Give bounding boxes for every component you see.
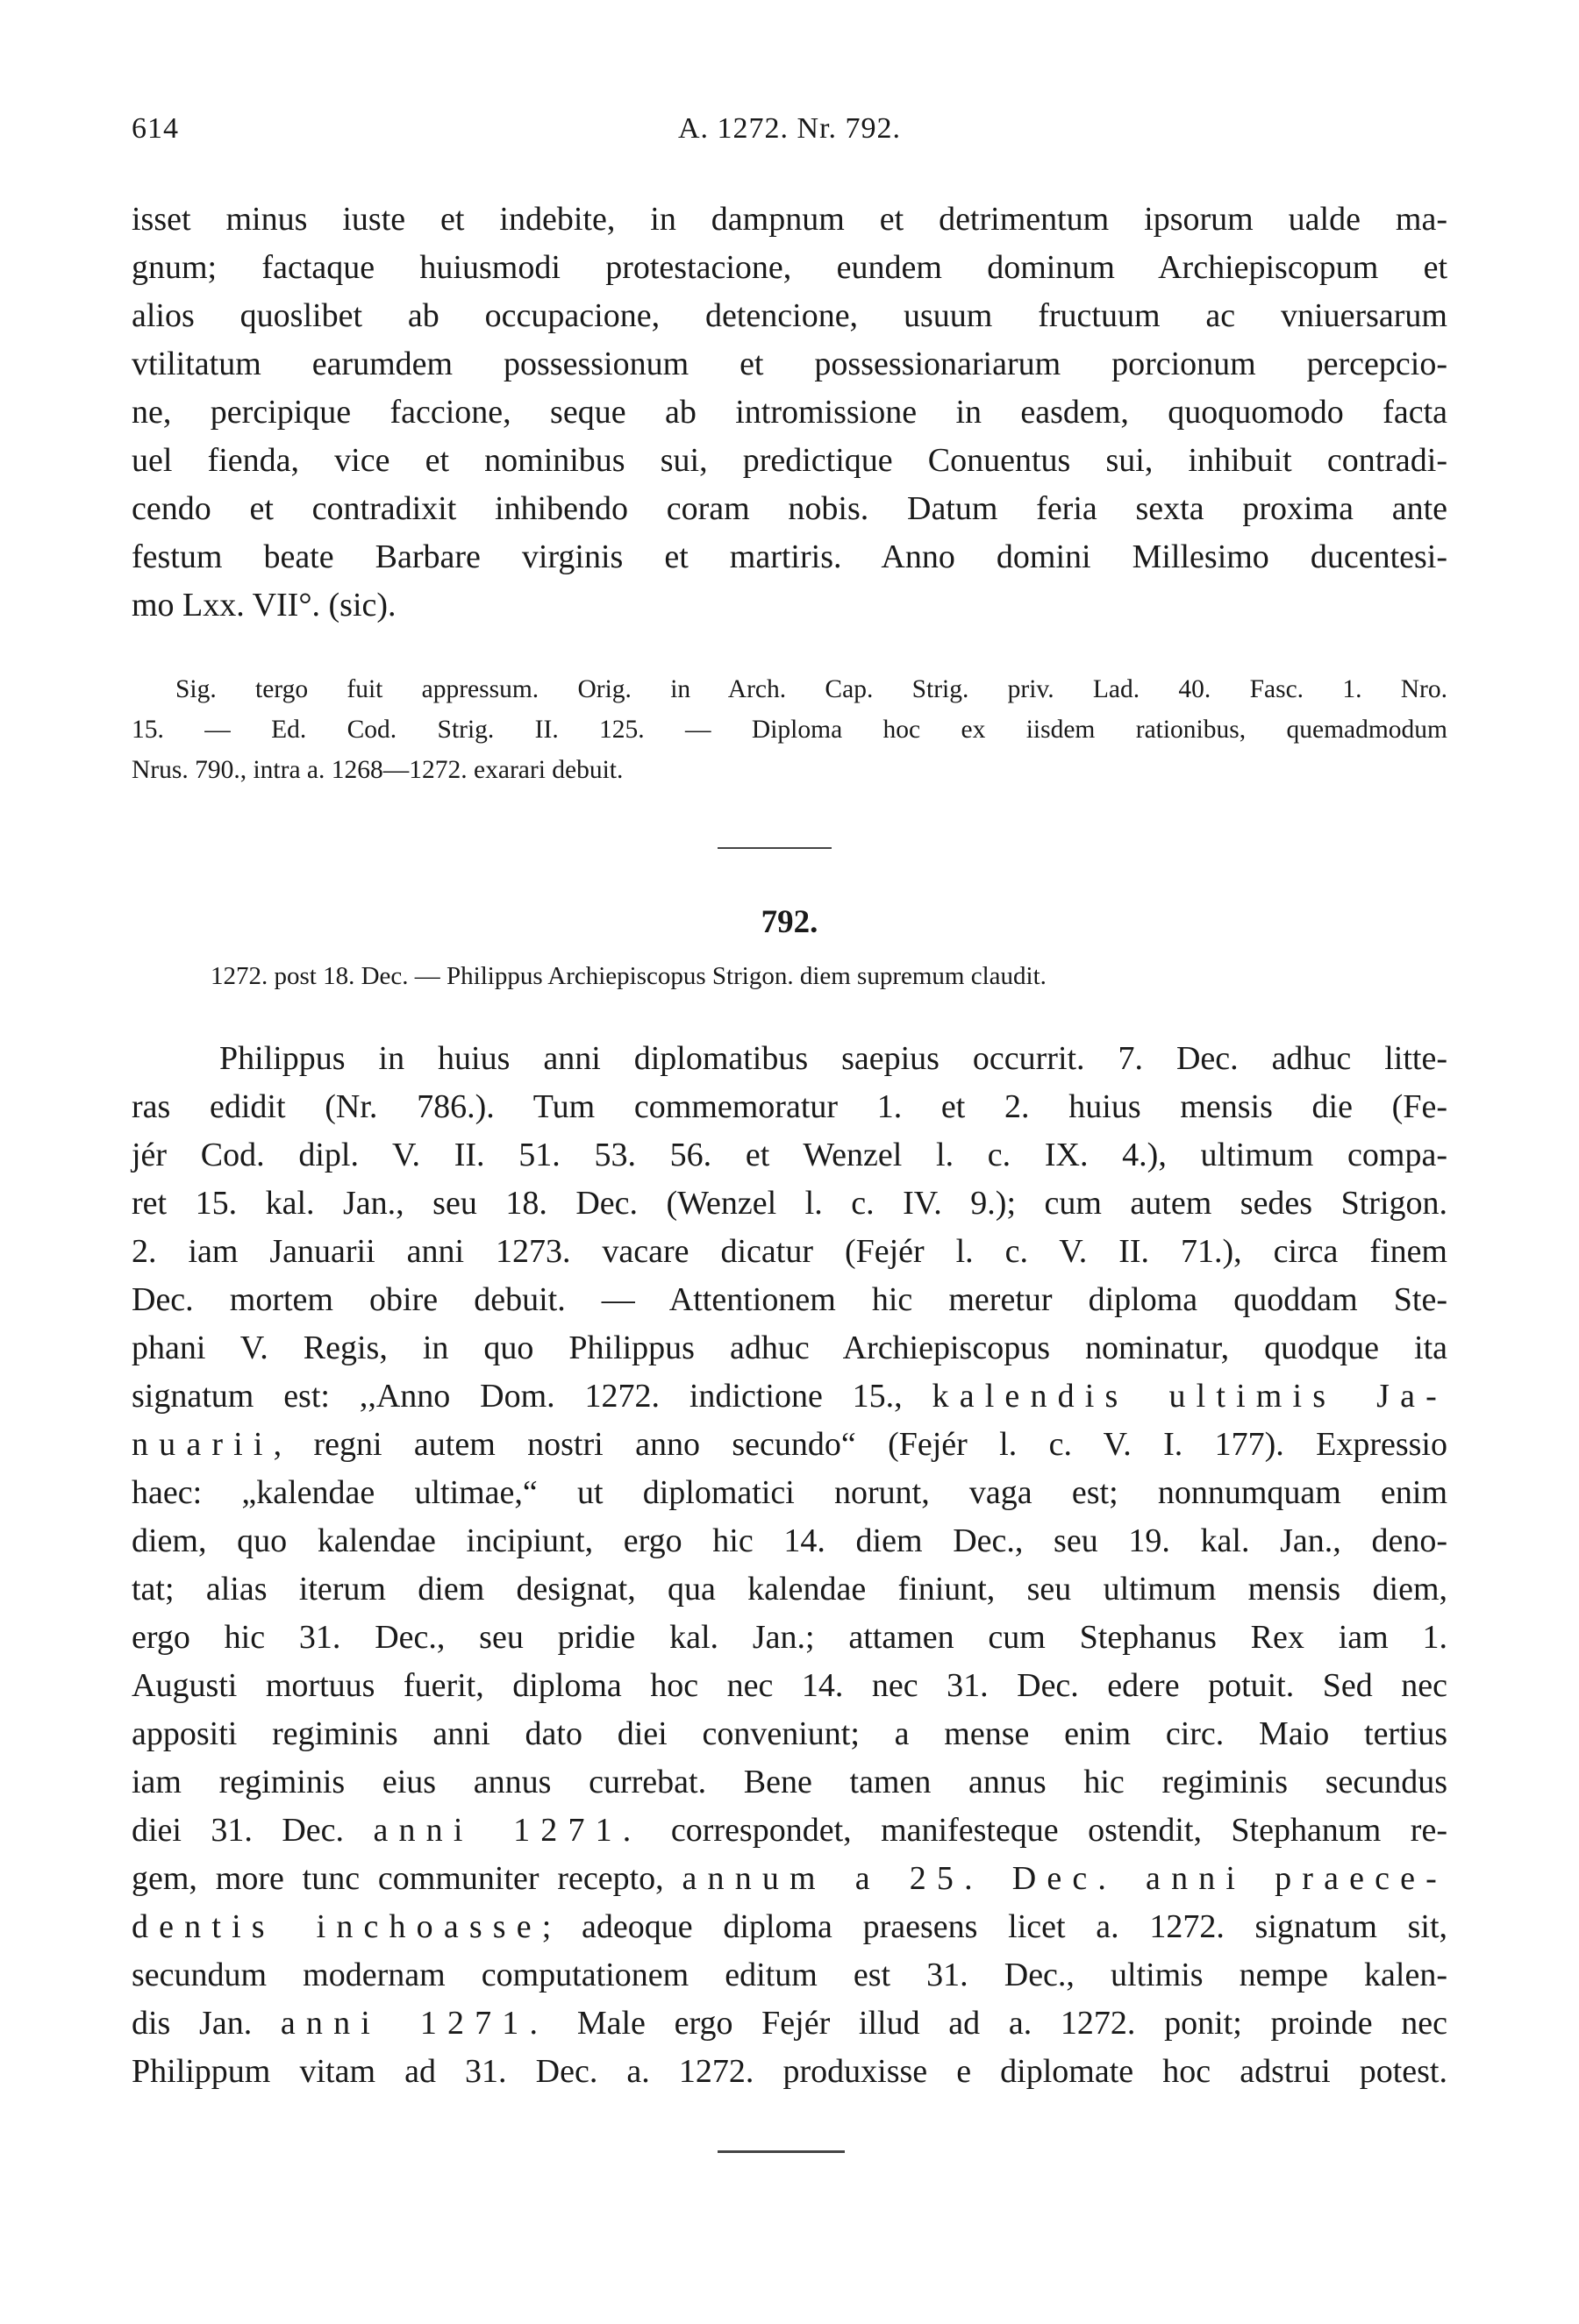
entry-summary: 1272. post 18. Dec. — Philippus Archiepiscopus Strigon. diem supremum claudit. (211, 962, 1047, 990)
text-line: diem, quo kalendae incipiunt, ergo hic 14. diem Dec., seu 19. kal. Jan., deno- (132, 1522, 1447, 1559)
text-segment: signatum est: ,,Anno Dom. 1272. indictione 15., (132, 1378, 932, 1415)
end-rule (718, 2150, 845, 2153)
note-line: Nrus. 790., intra a. 1268—1272. exarari debuit. (132, 756, 624, 784)
page-header (132, 112, 1447, 147)
text-line: secundum modernam computationem editum est 31. Dec., ultimis nempe kalen- (132, 1957, 1447, 1993)
text-line: vtilitatum earumdem possessionum et possessionariarum porcionum percepcio- (132, 346, 1447, 382)
text-line: tat; alias iterum diem designat, qua kalendae finiunt, seu ultimum mensis diem, (132, 1571, 1447, 1608)
text-line: cendo et contradixit inhibendo coram nobis. Datum feria sexta proxima ante (132, 490, 1447, 527)
spaced-text: kalendis ultimis Ja- (932, 1378, 1447, 1415)
text-line: ergo hic 31. Dec., seu pridie kal. Jan.; attamen cum Stephanus Rex iam 1. (132, 1619, 1447, 1656)
text-line: jér Cod. dipl. V. II. 51. 53. 56. et Wenzel l. c. IX. 4.), ultimum compa- (132, 1137, 1447, 1173)
text-segment: diei 31. Dec. (132, 1812, 374, 1849)
spaced-text: nuarii (132, 1426, 274, 1463)
note-line: Sig. tergo fuit appressum. Orig. in Arch. Cap. Strig. priv. Lad. 40. Fasc. 1. Nro. (175, 675, 1447, 703)
text-line: ret 15. kal. Jan., seu 18. Dec. (Wenzel l. c. IV. 9.); cum autem sedes Strigon. (132, 1185, 1447, 1222)
text-line: iam regiminis eius annus currebat. Bene tamen annus hic regiminis secundus (132, 1764, 1447, 1800)
section-divider (718, 847, 832, 849)
spaced-text: anni 1271. (373, 1812, 642, 1849)
page-number: 614 (132, 112, 179, 145)
text-line: alios quoslibet ab occupacione, detencione, usuum fructuum ac vniuersarum (132, 297, 1447, 334)
text-line: festum beate Barbare virginis et martiris. Anno domini Millesimo ducentesi- (132, 538, 1447, 575)
text-line: Dec. mortem obire debuit. — Attentionem hic meretur diploma quoddam Ste- (132, 1281, 1447, 1318)
entry-number: 792. (761, 904, 818, 940)
note-line: 15. — Ed. Cod. Strig. II. 125. — Diploma hoc ex iisdem rationibus, quemadmodum (132, 716, 1447, 744)
text-line: ne, percipique faccione, seque ab intromissione in easdem, quoquomodo facta (132, 394, 1447, 431)
text-line: appositi regiminis anni dato diei conveniunt; a mense enim circ. Maio tertius (132, 1715, 1447, 1752)
text-segment: correspondet, manifesteque ostendit, Stephanum re- (641, 1812, 1447, 1849)
text-segment: , regni autem nostri anno secundo“ (Fejér l. c. V. I. 177). Expressio (273, 1426, 1447, 1463)
text-line: Augusti mortuus fuerit, diploma hoc nec 14. nec 31. Dec. edere potuit. Sed nec (132, 1667, 1447, 1704)
text-line (132, 1907, 1447, 1946)
text-line (132, 1377, 1447, 1415)
text-segment: gem, more tunc communiter recepto, (132, 1860, 682, 1897)
text-line: Philippum vitam ad 31. Dec. a. 1272. produxisse e diplomate hoc adstrui potest. (132, 2053, 1447, 2090)
spaced-text: annum a 25. Dec. anni praece- (682, 1860, 1447, 1897)
text-line (132, 2004, 1447, 2042)
spaced-text: dentis inchoasse (132, 1908, 542, 1945)
text-line: ras edidit (Nr. 786.). Tum commemoratur 1. et 2. huius mensis die (Fe- (132, 1088, 1447, 1125)
spaced-text: anni 1271. (280, 2005, 549, 2042)
text-line: gnum; factaque huiusmodi protestacione, eundem dominum Archiepiscopum et (132, 249, 1447, 286)
text-line: Philippus in huius anni diplomatibus saepius occurrit. 7. Dec. adhuc litte- (219, 1040, 1447, 1077)
running-head: A. 1272. Nr. 792. (677, 112, 902, 145)
text-line (132, 1425, 1447, 1464)
text-segment: Male ergo Fejér illud ad a. 1272. ponit; proinde nec (548, 2005, 1448, 2042)
text-line: 2. iam Januarii anni 1273. vacare dicatur (Fejér l. c. V. II. 71.), circa finem (132, 1233, 1447, 1270)
text-segment: dis Jan. (132, 2005, 281, 2042)
text-line (132, 1859, 1447, 1898)
text-line (132, 1811, 1447, 1850)
text-line: phani V. Regis, in quo Philippus adhuc Archiepiscopus nominatur, quodque ita (132, 1330, 1447, 1366)
text-segment: ; adeoque diploma praesens licet a. 1272. signatum sit, (541, 1908, 1448, 1945)
text-line: haec: „kalendae ultimae,“ ut diplomatici norunt, vaga est; nonnumquam enim (132, 1474, 1447, 1511)
text-line: mo Lxx. VII°. (sic). (132, 587, 397, 624)
text-line: uel fienda, vice et nominibus sui, predictique Conuentus sui, inhibuit contradi- (132, 442, 1447, 479)
text-line: isset minus iuste et indebite, in dampnum et detrimentum ipsorum ualde ma- (132, 201, 1447, 238)
